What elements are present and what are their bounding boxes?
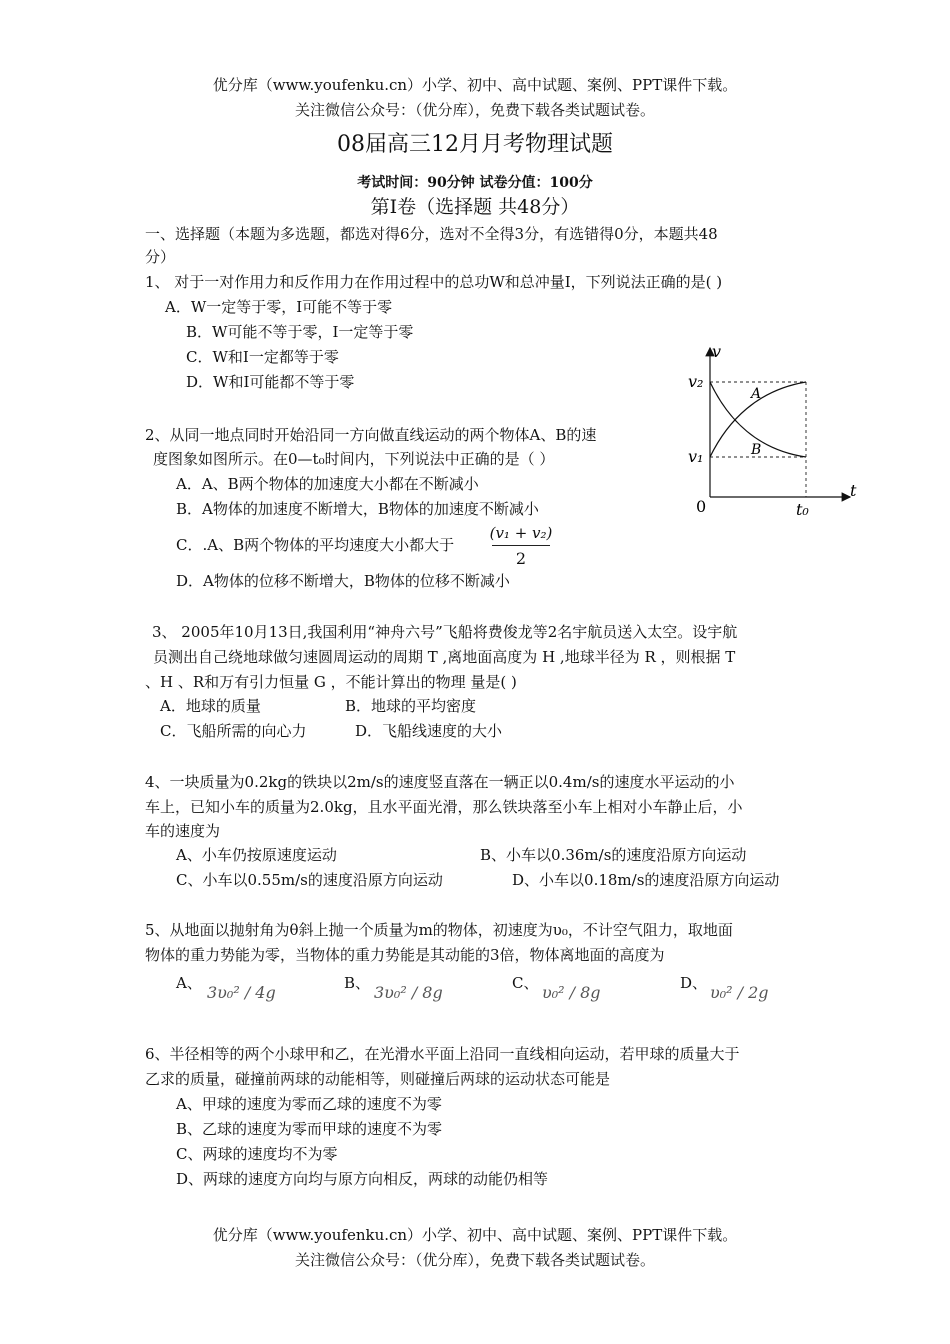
q2-stem-1: 2、从同一地点同时开始沿同一方向做直线运动的两个物体A、B的速: [145, 426, 597, 444]
q5-option-b-label: B、: [344, 974, 371, 992]
q3-option-d: D．飞船线速度的大小: [355, 722, 503, 740]
q5-option-b-formula: 3υ₀² / 8g: [374, 983, 443, 1002]
q4-option-c: C、小车以0.55m/s的速度沿原方向运动: [176, 871, 443, 889]
q2-option-c-fraction: [486, 523, 556, 569]
q6-option-a: A、甲球的速度为零而乙球的速度不为零: [176, 1095, 442, 1113]
q4-option-a: A、小车仍按原速度运动: [176, 846, 337, 864]
q6-option-b: B、乙球的速度为零而甲球的速度不为零: [176, 1120, 443, 1138]
t-axis-label: t: [850, 481, 857, 500]
q2-option-d: D．A物体的位移不断增大，B物体的位移不断减小: [176, 572, 510, 590]
q1-option-d: D．W和I可能都不等于零: [186, 373, 355, 391]
q3-option-c: C．飞船所需的向心力: [160, 722, 307, 740]
fraction-bar: [492, 545, 550, 546]
q1-option-a: A．W一定等于零，I可能不等于零: [165, 298, 393, 316]
q4-option-d: D、小车以0.18m/s的速度沿原方向运动: [512, 871, 780, 889]
footer-line-2: 关注微信公众号：（优分库），免费下载各类试题试卷。: [294, 1251, 655, 1269]
q6-stem-1: 6、半径相等的两个小球甲和乙，在光滑水平面上沿同一直线相向运动，若甲球的质量大于: [145, 1045, 740, 1063]
fraction-numerator: (v₁ + v₂): [489, 524, 553, 542]
origin-label: 0: [696, 497, 707, 516]
q5-stem-2: 物体的重力势能为零，当物体的重力势能是其动能的3倍，物体离地面的高度为: [145, 946, 665, 964]
q1-option-b: B．W可能不等于零，I一定等于零: [186, 323, 414, 341]
velocity-time-graph: [688, 340, 868, 525]
q2-option-c: C．.A、B两个物体的平均速度大小都大于: [176, 536, 455, 554]
q6-stem-2: 乙求的质量，碰撞前两球的动能相等，则碰撞后两球的运动状态可能是: [145, 1070, 611, 1088]
q5-stem-1: 5、从地面以抛射角为θ斜上抛一个质量为m的物体，初速度为υ₀，不计空气阻力，取地面: [145, 921, 733, 939]
q5-option-a-label: A、: [176, 974, 202, 992]
q5-option-c-formula: υ₀² / 8g: [542, 983, 601, 1002]
section-heading: 第Ⅰ卷（选择题 共48分）: [370, 196, 580, 218]
t0-label: t₀: [796, 500, 809, 519]
q5-option-a-formula: 3υ₀² / 4g: [207, 983, 276, 1002]
header-line-1: 优分库（www.youfenku.cn）小学、初中、高中试题、案例、PPT课件下载。: [212, 76, 738, 94]
q3-option-b: B．地球的平均密度: [345, 697, 477, 715]
q3-stem-2: 员测出自己绕地球做匀速圆周运动的周期 T ,离地面高度为 H ,地球半径为 R ，则根据 T: [153, 648, 736, 666]
q5-option-d-label: D、: [680, 974, 708, 992]
footer-line-1: 优分库（www.youfenku.cn）小学、初中、高中试题、案例、PPT课件下载。: [212, 1226, 738, 1244]
v1-label: v₁: [688, 447, 704, 466]
q2-option-a: A．A、B两个物体的加速度大小都在不断减小: [176, 475, 479, 493]
q5-option-d-formula: υ₀² / 2g: [710, 983, 769, 1002]
q2-option-b: B．A物体的加速度不断增大，B物体的加速度不断减小: [176, 500, 539, 518]
q3-stem-1: 3、 2005年10月13日,我国利用“神舟六号”飞船将费俊龙等2名宇航员送入太空。设宇航: [152, 623, 738, 641]
instructions-line-1: 一、选择题（本题为多选题，都选对得6分，选对不全得3分，有选错得0分，本题共48: [145, 225, 718, 243]
q4-stem-1: 4、一块质量为0.2kg的铁块以2m/s的速度竖直落在一辆正以0.4m/s的速度水平运动的小: [145, 773, 735, 791]
q1-stem: 1、 对于一对作用力和反作用力在作用过程中的总功W和总冲量I，下列说法正确的是( ): [145, 273, 723, 291]
curve-a-label: A: [751, 386, 762, 402]
q6-option-d: D、两球的速度方向均与原方向相反，两球的动能仍相等: [176, 1170, 549, 1188]
instructions-line-2: 分）: [145, 248, 176, 266]
q4-option-b: B、小车以0.36m/s的速度沿原方向运动: [480, 846, 747, 864]
q2-stem-2: 度图象如图所示。在0—t₀时间内，下列说法中正确的是（ ）: [153, 450, 555, 468]
v-axis-label: v: [712, 342, 722, 361]
header-line-2: 关注微信公众号：（优分库），免费下载各类试题试卷。: [294, 101, 655, 119]
curve-b-label: B: [751, 442, 762, 458]
exam-info: 考试时间：90分钟 试卷分值：100分: [357, 175, 593, 191]
fraction-denominator: 2: [515, 549, 527, 568]
q3-option-a: A．地球的质量: [160, 697, 261, 715]
q5-option-c-label: C、: [512, 974, 539, 992]
q3-stem-3: 、H 、R和万有引力恒量 G ，不能计算出的物理 量是( ): [145, 673, 517, 691]
q4-stem-2: 车上，已知小车的质量为2.0kg，且水平面光滑，那么铁块落至小车上相对小车静止后，小: [145, 798, 743, 816]
page-title: 08届高三12月月考物理试题: [337, 132, 613, 157]
v2-label: v₂: [688, 372, 704, 391]
q4-stem-3: 车的速度为: [145, 822, 221, 840]
q1-option-c: C．W和I一定都等于零: [186, 348, 339, 366]
q6-option-c: C、两球的速度均不为零: [176, 1145, 338, 1163]
